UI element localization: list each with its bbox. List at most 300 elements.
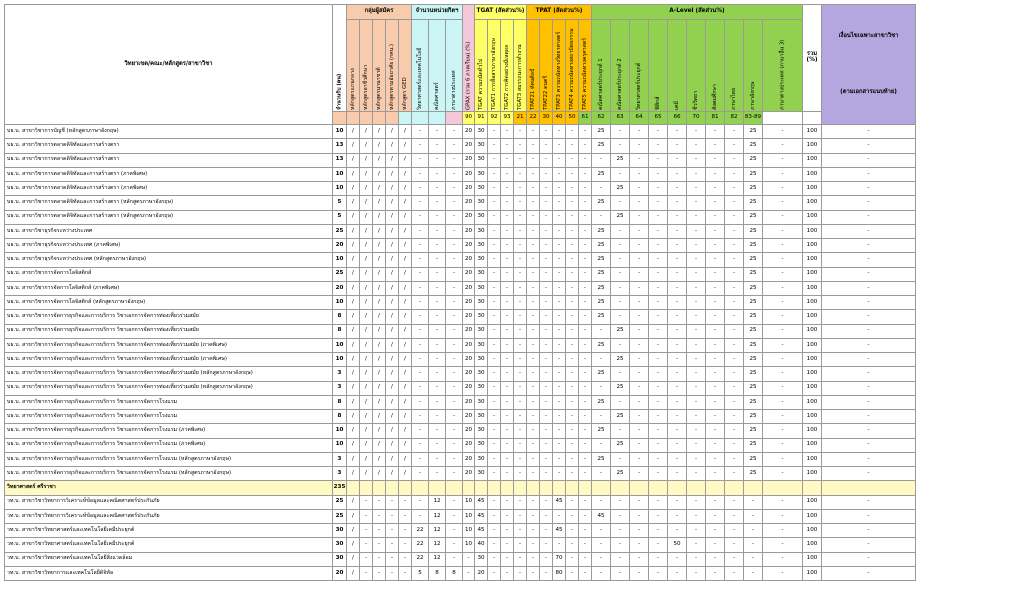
table-row <box>5 167 916 181</box>
test-weight-cell: 25 <box>611 467 630 481</box>
test-weight-cell: - <box>514 239 527 253</box>
test-weight-cell: - <box>649 296 668 310</box>
applicant-cell: / <box>399 452 412 466</box>
condition-cell: - <box>822 467 916 481</box>
total-cell: 100 <box>803 310 822 324</box>
test-weight-cell: - <box>592 324 611 338</box>
seats-cell: 25 <box>333 267 347 281</box>
test-weight-cell: - <box>611 538 630 552</box>
subject-cell: - <box>446 139 463 153</box>
total-cell: 100 <box>803 196 822 210</box>
test-weight-cell: - <box>566 139 579 153</box>
gpax-cell: 20 <box>463 296 475 310</box>
applicant-cell: / <box>399 367 412 381</box>
applicant-cell: / <box>386 367 399 381</box>
section-empty-cell <box>412 481 429 495</box>
test-weight-cell: - <box>566 467 579 481</box>
test-weight-cell: - <box>668 224 687 238</box>
applicant-cell: / <box>399 310 412 324</box>
seats-cell: 25 <box>333 224 347 238</box>
test-weight-cell: 25 <box>744 210 763 224</box>
test-weight-cell: - <box>687 338 706 352</box>
test-weight-cell: - <box>611 196 630 210</box>
test-weight-cell: - <box>706 410 725 424</box>
test-weight-cell: 25 <box>744 253 763 267</box>
program-name-cell: บธ.บ. สาขาวิชาการตลาดดิจิทัลและการสร้างตรา (หลักสูตรภาษาอังกฤษ) <box>5 210 333 224</box>
test-weight-cell: - <box>649 381 668 395</box>
test-weight-cell: - <box>540 538 553 552</box>
test-weight-cell: - <box>668 552 687 566</box>
test-weight-cell: - <box>579 538 592 552</box>
applicant-cell: / <box>399 239 412 253</box>
subject-cell: - <box>429 324 446 338</box>
subject-cell: - <box>412 310 429 324</box>
applicant-cell: / <box>360 139 373 153</box>
test-weight-cell: - <box>763 281 803 295</box>
applicant-cell: - <box>386 552 399 566</box>
test-weight-cell: - <box>687 353 706 367</box>
test-code-cell: 63 <box>611 112 630 125</box>
subject-cell: - <box>412 182 429 196</box>
applicant-cell: / <box>360 452 373 466</box>
test-weight-cell: - <box>668 153 687 167</box>
test-weight-cell: 25 <box>592 310 611 324</box>
test-weight-cell: - <box>611 338 630 352</box>
test-weight-cell: - <box>611 310 630 324</box>
program-name-cell: บธ.บ. สาขาวิชาการจัดการธุรกิจและการบริการ วิชาเอกการจัดการท่องเที่ยวร่วมสมัย (ภาคพิเศษ) <box>5 338 333 352</box>
test-weight-cell: 70 <box>553 552 566 566</box>
applicant-cell: - <box>360 538 373 552</box>
test-weight-cell: 25 <box>592 267 611 281</box>
test-weight-cell: - <box>501 267 514 281</box>
test-weight-cell: - <box>706 367 725 381</box>
applicant-cell: / <box>399 125 412 139</box>
test-weight-cell: - <box>501 438 514 452</box>
program-name-cell: วท.บ. สาขาวิชาวิทยาการและเทคโนโลยีดิจิทัล <box>5 566 333 580</box>
test-weight-cell: - <box>687 395 706 409</box>
subject-cell: - <box>429 438 446 452</box>
applicant-cell: - <box>373 552 386 566</box>
program-name-cell: วท.บ. สาขาวิชาวิทยาศาสตร์และเทคโนโลยีสิ่งแวดล้อม <box>5 552 333 566</box>
test-weight-cell: 25 <box>744 324 763 338</box>
test-weight-cell: - <box>706 338 725 352</box>
test-weight-cell: - <box>630 353 649 367</box>
applicant-cell: / <box>347 338 360 352</box>
applicant-cell: / <box>373 395 386 409</box>
test-weight-cell: - <box>501 495 514 509</box>
applicant-cell: / <box>399 167 412 181</box>
applicant-cell: / <box>347 552 360 566</box>
subject-cell: - <box>412 452 429 466</box>
applicant-cell: / <box>386 438 399 452</box>
total-cell: 100 <box>803 139 822 153</box>
test-weight-cell: - <box>566 424 579 438</box>
applicant-cell: / <box>399 381 412 395</box>
test-weight-cell: 25 <box>744 267 763 281</box>
test-weight-cell: 25 <box>592 367 611 381</box>
test-weight-cell: - <box>488 467 501 481</box>
test-weight-cell: - <box>488 381 501 395</box>
gpax-cell: 20 <box>463 182 475 196</box>
test-weight-cell: - <box>579 495 592 509</box>
table-row <box>5 324 916 338</box>
test-weight-cell: - <box>501 310 514 324</box>
test-weight-cell: - <box>725 410 744 424</box>
applicant-col-header: หลักสูตรอาชีวศึกษา <box>360 20 373 112</box>
test-weight-cell: - <box>706 210 725 224</box>
subject-cell: - <box>429 153 446 167</box>
test-weight-cell: - <box>744 538 763 552</box>
condition-cell: - <box>822 224 916 238</box>
applicant-cell: / <box>347 438 360 452</box>
test-weight-cell: - <box>527 538 540 552</box>
test-weight-cell: - <box>501 353 514 367</box>
applicant-cell: / <box>386 239 399 253</box>
applicant-cell: / <box>347 210 360 224</box>
seats-cell: 8 <box>333 310 347 324</box>
subject-cell: - <box>412 367 429 381</box>
table-row <box>5 296 916 310</box>
test-weight-cell: - <box>514 310 527 324</box>
test-weight-cell: 25 <box>592 125 611 139</box>
condition-cell: - <box>822 395 916 409</box>
test-weight-cell: 30 <box>475 338 488 352</box>
seats-cell: 20 <box>333 566 347 580</box>
test-weight-cell: - <box>540 566 553 580</box>
test-weight-cell: 25 <box>744 467 763 481</box>
applicant-cell: / <box>360 381 373 395</box>
subject-col-header: วิทยาศาสตร์และเทคโนโลยี <box>412 20 429 112</box>
test-weight-cell: - <box>553 324 566 338</box>
condition-cell: - <box>822 524 916 538</box>
test-weight-cell: 45 <box>475 495 488 509</box>
test-weight-cell: - <box>553 467 566 481</box>
test-weight-cell: - <box>763 353 803 367</box>
test-weight-cell: - <box>668 467 687 481</box>
seats-cell: 5 <box>333 196 347 210</box>
test-weight-cell: - <box>527 296 540 310</box>
test-weight-cell: - <box>579 210 592 224</box>
test-weight-cell: - <box>706 182 725 196</box>
test-weight-cell: - <box>706 167 725 181</box>
test-weight-cell: - <box>706 239 725 253</box>
test-weight-cell: - <box>514 353 527 367</box>
seats-cell: 8 <box>333 324 347 338</box>
test-weight-cell: - <box>706 125 725 139</box>
applicant-cell: - <box>399 552 412 566</box>
total-cell: 100 <box>803 524 822 538</box>
test-weight-cell: - <box>527 467 540 481</box>
tpat-group-header: TPAT (สัดส่วน%) <box>527 5 592 20</box>
test-weight-cell: - <box>527 324 540 338</box>
test-weight-cell: - <box>763 267 803 281</box>
test-weight-cell: - <box>630 281 649 295</box>
test-weight-cell: - <box>706 153 725 167</box>
applicant-col-header: หลักสูตรนานาชาติ <box>373 20 386 112</box>
test-weight-cell: - <box>514 210 527 224</box>
table-row <box>5 381 916 395</box>
applicant-cell: / <box>360 438 373 452</box>
test-weight-cell: - <box>566 125 579 139</box>
section-empty-cell <box>630 481 649 495</box>
program-name-cell: บธ.บ. สาขาวิชาการจัดการโลจิสติกส์ (ภาคพิเศษ) <box>5 281 333 295</box>
test-weight-cell: - <box>725 424 744 438</box>
test-weight-cell: - <box>488 239 501 253</box>
gpax-header: GPAX (รวม 6 ภาคเรียน) (%) <box>463 5 475 112</box>
program-name-cell: บธ.บ. สาขาวิชาการจัดการธุรกิจและการบริการ วิชาเอกการจัดการโรงแรม <box>5 395 333 409</box>
applicant-col-header: หลักสูตรตามอัธยาศัย (กศน.) <box>386 20 399 112</box>
test-weight-cell: - <box>527 125 540 139</box>
test-weight-cell: 25 <box>744 281 763 295</box>
test-weight-cell: - <box>488 438 501 452</box>
test-weight-cell: - <box>540 452 553 466</box>
applicant-cell: / <box>386 224 399 238</box>
test-weight-cell: - <box>687 281 706 295</box>
subject-cell: - <box>412 167 429 181</box>
test-weight-cell: - <box>592 381 611 395</box>
test-weight-cell: - <box>725 467 744 481</box>
program-name-cell: บธ.บ. สาขาวิชาการบัญชี (หลักสูตรภาษาอังกฤษ) <box>5 125 333 139</box>
test-weight-cell: - <box>566 296 579 310</box>
test-weight-cell: - <box>649 566 668 580</box>
subject-cell: - <box>412 224 429 238</box>
applicant-cell: / <box>360 210 373 224</box>
subject-cell: - <box>446 196 463 210</box>
test-col-header: ภาษาไทย <box>725 20 744 112</box>
test-weight-cell: - <box>687 552 706 566</box>
test-weight-cell: - <box>566 538 579 552</box>
table-row <box>5 224 916 238</box>
test-weight-cell: 25 <box>744 153 763 167</box>
section-empty-cell <box>687 481 706 495</box>
test-weight-cell: - <box>725 367 744 381</box>
test-weight-cell: - <box>611 452 630 466</box>
test-weight-cell: 25 <box>592 281 611 295</box>
applicant-cell: - <box>360 509 373 523</box>
test-col-header: TPAT4 ความถนัดทางสถาปัตยกรรม <box>566 20 579 112</box>
test-weight-cell: - <box>553 125 566 139</box>
total-cell: 100 <box>803 367 822 381</box>
test-weight-cell: - <box>763 552 803 566</box>
section-empty-cell <box>706 481 725 495</box>
applicant-cell: / <box>386 267 399 281</box>
test-weight-cell: - <box>649 324 668 338</box>
section-empty-cell <box>475 481 488 495</box>
test-weight-cell: - <box>579 281 592 295</box>
subject-cell: - <box>446 310 463 324</box>
applicant-cell: / <box>386 125 399 139</box>
applicant-cell: / <box>386 182 399 196</box>
test-weight-cell: - <box>687 182 706 196</box>
test-weight-cell: - <box>668 167 687 181</box>
applicant-cell: / <box>386 467 399 481</box>
test-weight-cell: - <box>566 395 579 409</box>
gpax-cell: 20 <box>463 324 475 338</box>
gpax-cell: 20 <box>463 167 475 181</box>
condition-cell: - <box>822 495 916 509</box>
table-row <box>5 210 916 224</box>
section-empty-cell <box>579 481 592 495</box>
test-weight-cell: - <box>630 253 649 267</box>
total-cell: 100 <box>803 167 822 181</box>
applicant-cell: / <box>347 381 360 395</box>
subject-cell: - <box>446 267 463 281</box>
applicant-cell: - <box>399 495 412 509</box>
test-weight-cell: - <box>579 338 592 352</box>
condition-header <box>822 5 916 125</box>
applicant-cell: - <box>373 495 386 509</box>
table-row <box>5 552 916 566</box>
test-weight-cell: - <box>514 153 527 167</box>
test-weight-cell: - <box>649 267 668 281</box>
subject-cell: - <box>429 281 446 295</box>
condition-cell: - <box>822 452 916 466</box>
test-weight-cell: - <box>611 395 630 409</box>
test-weight-cell: - <box>566 452 579 466</box>
total-cell: 100 <box>803 296 822 310</box>
test-weight-cell: 25 <box>744 424 763 438</box>
test-weight-cell: - <box>579 267 592 281</box>
test-weight-cell: - <box>725 253 744 267</box>
test-weight-cell: - <box>706 566 725 580</box>
test-weight-cell: - <box>668 353 687 367</box>
test-weight-cell: - <box>553 438 566 452</box>
applicant-cell: / <box>347 566 360 580</box>
table-row <box>5 538 916 552</box>
test-weight-cell: - <box>725 296 744 310</box>
test-weight-cell: 25 <box>592 296 611 310</box>
test-weight-cell: 30 <box>475 125 488 139</box>
subject-cell: - <box>429 296 446 310</box>
test-weight-cell: - <box>630 239 649 253</box>
test-code-cell: 90 <box>463 112 475 125</box>
gpax-cell: 10 <box>463 538 475 552</box>
applicant-cell: / <box>347 253 360 267</box>
section-empty-cell <box>553 481 566 495</box>
applicant-cell: / <box>373 224 386 238</box>
test-weight-cell: 25 <box>744 438 763 452</box>
applicant-cell: / <box>360 410 373 424</box>
test-weight-cell: - <box>488 495 501 509</box>
test-weight-cell: - <box>579 253 592 267</box>
test-weight-cell: - <box>687 566 706 580</box>
subject-cell: - <box>446 524 463 538</box>
applicant-cell: / <box>347 452 360 466</box>
test-weight-cell: - <box>566 253 579 267</box>
code-cell <box>412 112 429 125</box>
test-col-header: ฟิสิกส์ <box>649 20 668 112</box>
test-weight-cell: 25 <box>744 367 763 381</box>
test-weight-cell: - <box>630 538 649 552</box>
applicant-cell: / <box>373 253 386 267</box>
test-weight-cell: - <box>566 210 579 224</box>
applicant-cell: / <box>360 253 373 267</box>
applicant-cell: / <box>399 281 412 295</box>
test-weight-cell: - <box>725 338 744 352</box>
test-weight-cell: - <box>725 381 744 395</box>
applicant-cell: / <box>347 353 360 367</box>
test-weight-cell: - <box>687 253 706 267</box>
test-weight-cell: 25 <box>592 196 611 210</box>
test-weight-cell: - <box>553 452 566 466</box>
applicant-cell: - <box>373 538 386 552</box>
code-cell <box>429 112 446 125</box>
test-weight-cell: - <box>514 196 527 210</box>
test-weight-cell: - <box>540 310 553 324</box>
test-weight-cell: - <box>488 182 501 196</box>
test-weight-cell: 45 <box>475 524 488 538</box>
applicant-cell: / <box>373 153 386 167</box>
section-empty-cell <box>488 481 501 495</box>
test-weight-cell: - <box>687 224 706 238</box>
test-weight-cell: - <box>687 267 706 281</box>
test-weight-cell: - <box>611 139 630 153</box>
test-weight-cell: - <box>501 410 514 424</box>
applicant-cell: / <box>360 182 373 196</box>
test-code-cell: 64 <box>630 112 649 125</box>
applicant-cell: - <box>360 524 373 538</box>
test-weight-cell: - <box>527 353 540 367</box>
test-weight-cell: - <box>763 224 803 238</box>
test-weight-cell: - <box>514 338 527 352</box>
test-weight-cell: - <box>488 210 501 224</box>
test-weight-cell: - <box>668 253 687 267</box>
subject-cell: 5 <box>412 566 429 580</box>
applicant-cell: / <box>373 381 386 395</box>
applicant-cell: / <box>360 125 373 139</box>
test-weight-cell: - <box>763 296 803 310</box>
test-weight-cell: - <box>668 509 687 523</box>
test-weight-cell: - <box>579 182 592 196</box>
test-weight-cell: - <box>501 566 514 580</box>
subject-cell: - <box>429 452 446 466</box>
applicant-cell: / <box>360 310 373 324</box>
test-weight-cell: - <box>540 381 553 395</box>
test-weight-cell: - <box>514 281 527 295</box>
gpax-cell: 10 <box>463 495 475 509</box>
section-empty-cell <box>527 481 540 495</box>
test-weight-cell: - <box>706 424 725 438</box>
test-weight-cell: - <box>611 125 630 139</box>
test-weight-cell: - <box>763 509 803 523</box>
test-weight-cell: - <box>553 267 566 281</box>
total-code-cell <box>763 112 803 125</box>
applicant-cell: / <box>386 381 399 395</box>
test-weight-cell: - <box>527 452 540 466</box>
test-weight-cell: - <box>514 538 527 552</box>
test-weight-cell: - <box>592 495 611 509</box>
alevel-group-header: A-Level (สัดส่วน%) <box>592 5 803 20</box>
subject-cell: - <box>412 495 429 509</box>
test-weight-cell: - <box>553 410 566 424</box>
subject-cell: - <box>412 267 429 281</box>
gpax-cell: 20 <box>463 452 475 466</box>
subject-cell: 8 <box>446 566 463 580</box>
test-weight-cell: - <box>527 509 540 523</box>
subject-cell: - <box>412 253 429 267</box>
test-weight-cell: - <box>540 239 553 253</box>
test-col-header: ชีววิทยา <box>687 20 706 112</box>
applicant-cell: / <box>399 410 412 424</box>
test-weight-cell: - <box>687 239 706 253</box>
section-empty-cell <box>386 481 399 495</box>
test-weight-cell: - <box>540 267 553 281</box>
test-weight-cell: 45 <box>592 509 611 523</box>
test-weight-cell: - <box>649 452 668 466</box>
test-weight-cell: - <box>488 139 501 153</box>
test-weight-cell: 25 <box>744 125 763 139</box>
program-name-cell: บธ.บ. สาขาวิชาการจัดการธุรกิจและการบริการ วิชาเอกการจัดการโรงแรม <box>5 410 333 424</box>
